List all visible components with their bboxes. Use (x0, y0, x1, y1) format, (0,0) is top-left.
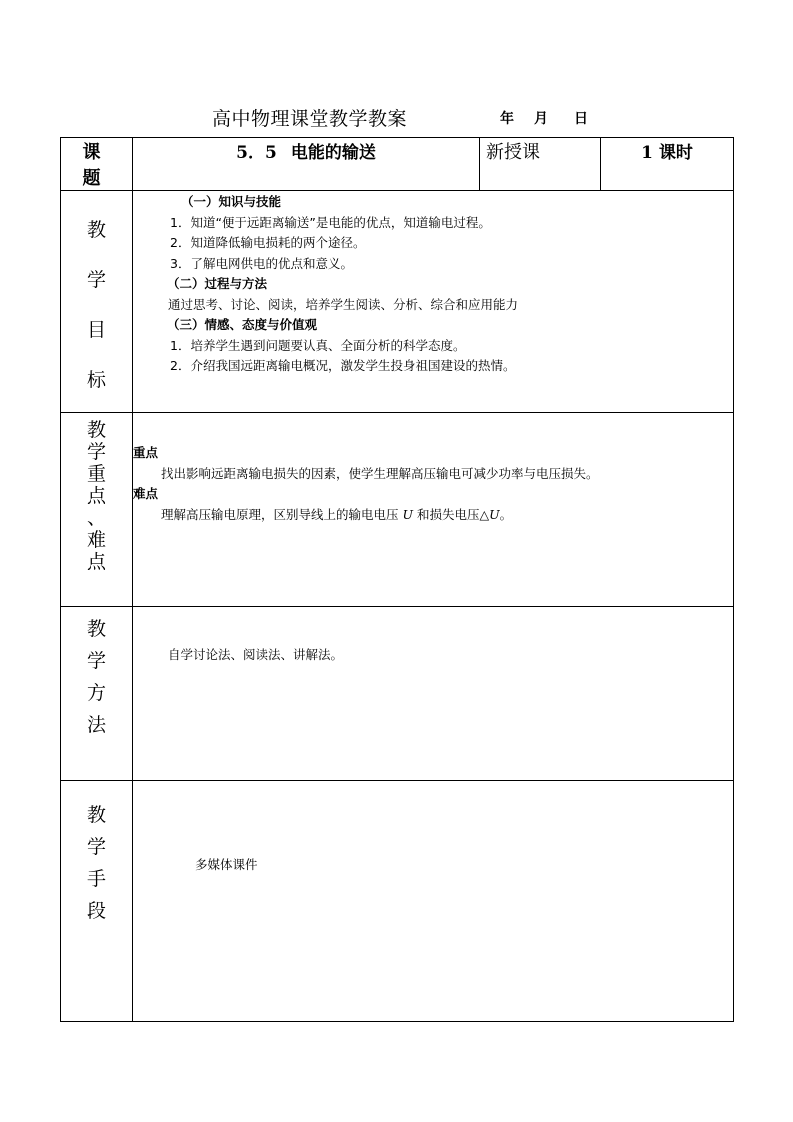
key-points-content (133, 413, 734, 607)
goal-item: 3．了解电网供电的优点和意义。 (170, 255, 353, 271)
table-row-goals (61, 191, 734, 413)
goals-content (133, 191, 734, 413)
goals-label-char: 学 (86, 269, 106, 291)
day-label: 日 (574, 111, 588, 127)
goal-heading-knowledge: （一）知识与技能 (181, 194, 282, 209)
methods-label-char: 法 (86, 714, 106, 736)
key-text: 找出影响远距离输电损失的因素，使学生理解高压输电可减少功率与电压损失。 (161, 465, 599, 481)
key-points-label-char: 点 (86, 485, 106, 507)
page-header (60, 104, 733, 132)
key-points-label-char: 点 (86, 551, 106, 573)
voltage-loss-variable: △U (479, 506, 500, 522)
means-label-char: 段 (86, 900, 106, 922)
methods-label-char: 方 (86, 682, 106, 704)
goal-item: 1．知道“便于远距离输送”是电能的优点，知道输电过程。 (170, 214, 491, 230)
goal-heading-process: （二）过程与方法 (167, 276, 268, 291)
difficult-text-a: 理解高压输电原理，区别导线上的输电电压 (161, 506, 403, 522)
goals-label-char: 标 (86, 369, 106, 391)
key-points-label-char: 教 (86, 419, 106, 441)
goal-item: 2．知道降低输电损耗的两个途径。 (170, 235, 366, 250)
means-content (133, 781, 734, 1022)
goal-item: 通过思考、讨论、阅读，培养学生阅读、分析、综合和应用能力 (168, 296, 519, 312)
year-label: 年 (500, 111, 514, 127)
lesson-plan-table (60, 137, 734, 1022)
goal-item: 2．介绍我国远距离输电概况，激发学生投身祖国建设的热情。 (170, 358, 516, 373)
lesson-type: 新授课 (480, 138, 601, 191)
goal-item: 1．培养学生遇到问题要认真、全面分析的科学态度。 (170, 337, 466, 353)
table-row-key-points (61, 413, 734, 607)
means-text: 多媒体课件 (195, 857, 258, 872)
section-number: 5．5 (236, 143, 277, 163)
page-title: 高中物理课堂教学教案 (212, 108, 408, 130)
table-row-methods (61, 607, 734, 781)
date-line (500, 108, 588, 128)
table-row-topic (61, 138, 734, 191)
lesson-title: 电能的输送 (290, 143, 376, 163)
goals-label-char: 教 (86, 219, 106, 241)
voltage-variable: U (402, 506, 414, 522)
means-label-char: 学 (86, 836, 106, 858)
goals-label (61, 191, 133, 413)
means-label (61, 781, 133, 1022)
key-points-label-char: 重 (86, 463, 106, 485)
difficult-text-b: 和损失电压 (413, 506, 480, 522)
methods-label-char: 学 (86, 650, 106, 672)
difficult-text-c: 。 (499, 506, 513, 522)
table-row-means (61, 781, 734, 1022)
goals-label-char: 目 (86, 319, 106, 341)
methods-text: 自学讨论法、阅读法、讲解法。 (168, 647, 344, 662)
difficult-heading: 难点 (133, 486, 159, 501)
methods-content (133, 607, 734, 781)
lesson-hours: 1 课时 (601, 138, 734, 191)
lesson-title-cell (133, 138, 480, 191)
means-label-char: 手 (86, 868, 106, 890)
key-points-label (61, 413, 133, 607)
methods-label (61, 607, 133, 781)
means-label-char: 教 (86, 804, 106, 826)
topic-label: 课 题 (61, 138, 133, 191)
methods-label-char: 教 (86, 618, 106, 640)
difficult-text (133, 505, 733, 526)
goal-heading-attitude: （三）情感、态度与价值观 (167, 317, 318, 332)
key-points-label-char: 学 (86, 441, 106, 463)
key-points-label-char: 、 (86, 507, 106, 529)
key-heading: 重点 (133, 445, 159, 460)
month-label: 月 (534, 111, 548, 127)
key-points-label-char: 难 (86, 529, 106, 551)
